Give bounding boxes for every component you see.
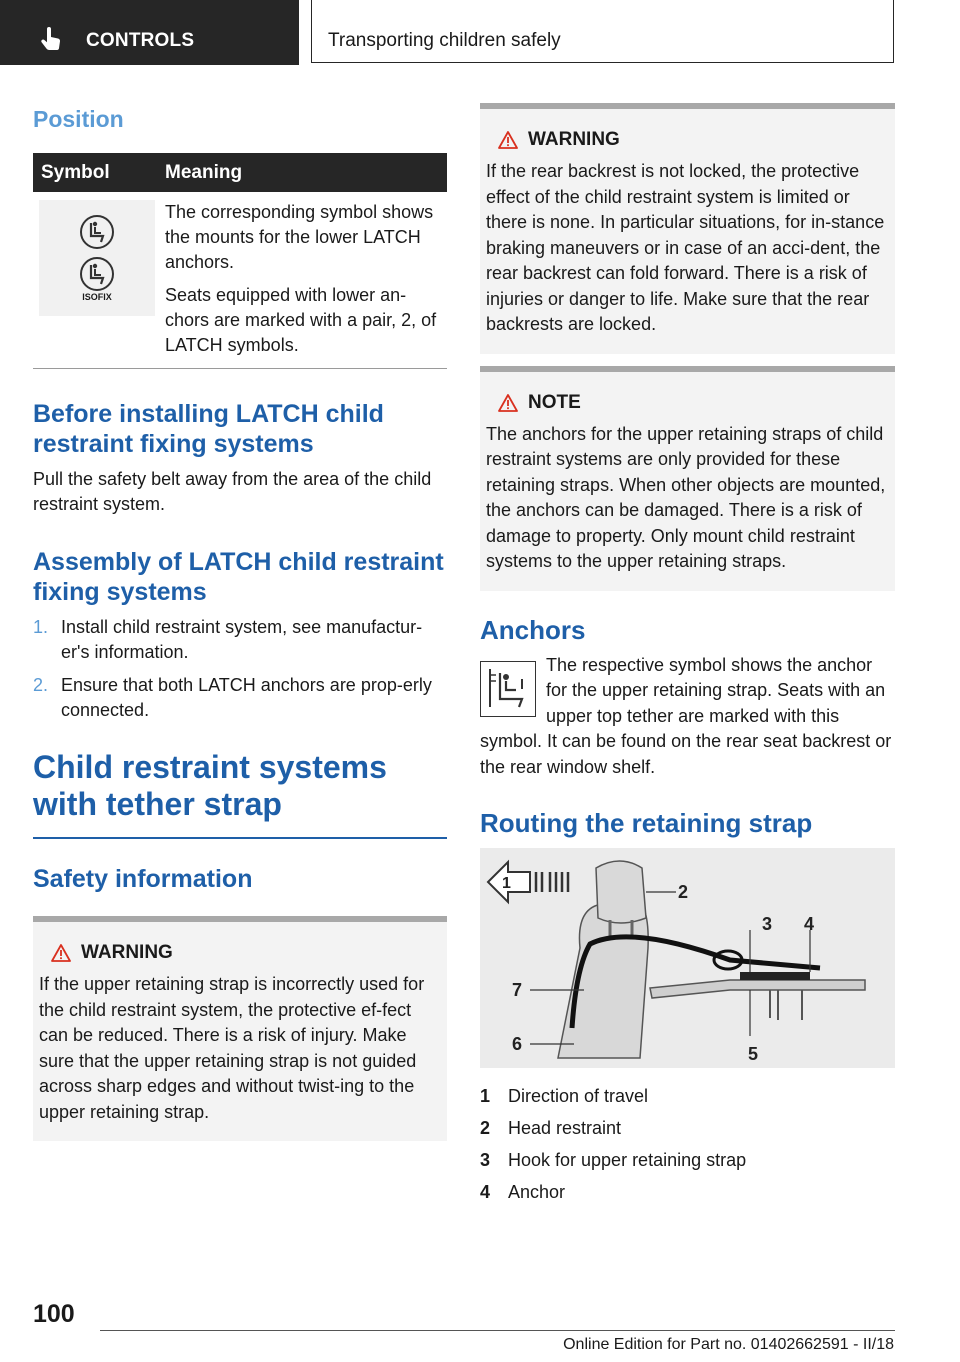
- warning-title: [51, 942, 441, 964]
- note-text: The anchors for the upper retaining straps of child restraint systems are only provided for these retaining straps. When other objects are mounted, the anchors can be damaged. There is a risk of damage to property. Only mount child restraint systems to the upper retaining straps.: [486, 423, 886, 571]
- section-label: CONTROLS: [86, 30, 195, 51]
- figure-label: 5: [748, 1044, 759, 1064]
- figure-label: 7: [512, 980, 523, 1000]
- table-header-meaning: Meaning: [161, 153, 447, 192]
- assembly-heading: Assembly of LATCH child restraint fixing systems: [33, 548, 444, 606]
- hand-pointer-icon: [38, 26, 64, 52]
- isofix-label: ISOFIX: [82, 292, 112, 302]
- left-column: [33, 100, 447, 1141]
- strap-diagram: [480, 848, 895, 1068]
- warning-triangle-icon: [51, 944, 71, 962]
- latch-symbol-image: [39, 200, 155, 316]
- list-item: [33, 615, 447, 665]
- chapter-tab: [311, 0, 894, 63]
- section-tab: [0, 0, 299, 65]
- head-restraint: [596, 861, 646, 923]
- isofix-seat-icon: [79, 256, 115, 292]
- edition-text: Online Edition for Part no. 01402662591 - II/18: [563, 1336, 894, 1353]
- symbol-table: [33, 153, 447, 369]
- anchors-text: The respective symbol shows the anchor for the upper retaining strap. Seats with an upper top tether are marked with this symbol. It can be found on the rear seat backrest or the rear window shelf.: [480, 654, 892, 777]
- warning-box: [33, 916, 447, 1141]
- step-text: Ensure that both LATCH anchors are prop-erly connected.: [61, 675, 432, 720]
- right-column: [480, 100, 895, 1208]
- warning-triangle-icon: [498, 131, 518, 149]
- warning-text: If the rear backrest is not locked, the protective effect of the child restraint system is limited or there is none. In particular situations, for in-stance braking maneuvers or in case of an acci-dent, the rear backrest can fold forward. There is a risk of injuries or danger to life. Make sure that the rear backrests are locked.: [486, 161, 885, 334]
- figure-label: 1: [502, 875, 511, 892]
- warning-label: WARNING: [528, 129, 620, 150]
- routing-heading: Routing the retaining strap: [480, 808, 813, 838]
- legend-text: Anchor: [508, 1181, 566, 1202]
- meaning-cell: [161, 192, 447, 369]
- list-item: [480, 1112, 895, 1144]
- legend-text: Direction of travel: [508, 1085, 649, 1106]
- rear-shelf: [650, 980, 865, 998]
- legend-number: 4: [480, 1181, 491, 1202]
- note-title: [498, 392, 889, 414]
- tether-anchor-icon: [480, 661, 536, 717]
- list-item: [480, 1176, 895, 1208]
- legend-number: 3: [480, 1149, 491, 1170]
- legend-text: Head restraint: [508, 1117, 622, 1138]
- warning-title: [498, 129, 889, 151]
- legend-text: Hook for upper retaining strap: [508, 1149, 747, 1170]
- legend-number: 1: [480, 1085, 491, 1106]
- list-item: [33, 673, 447, 723]
- chapter-title: Transporting children safely: [328, 30, 561, 51]
- warning-text: If the upper retaining strap is incorrectly used for the child restraint system, the protective ef-fect can be reduced. There is a risk of injury. Make sure that the upper retaining strap is not guided across sharp edges and without twist-ing to the upper retaining strap.: [39, 974, 425, 1122]
- figure-label: 6: [512, 1034, 523, 1054]
- retaining-strap-figure: [480, 848, 895, 1068]
- legend-number: 2: [480, 1117, 491, 1138]
- note-label: NOTE: [528, 391, 581, 413]
- meaning-text-1: The corresponding symbol shows the mounts for the lower LATCH anchors.: [165, 202, 434, 272]
- figure-label: 4: [804, 914, 815, 934]
- list-item: [480, 1080, 895, 1112]
- symbol-cell: [33, 192, 161, 369]
- position-heading: Position: [33, 106, 124, 132]
- latch-seat-icon: [79, 214, 115, 250]
- warning-box: [480, 103, 895, 354]
- meaning-text-2: Seats equipped with lower an-chors are marked with a pair, 2, of LATCH symbols.: [165, 285, 437, 355]
- before-installing-text: Pull the safety belt away from the area of the child restraint system.: [33, 469, 432, 514]
- page-number: 100: [33, 1300, 75, 1328]
- table-header-symbol: Symbol: [33, 153, 161, 192]
- heading-divider: [33, 837, 447, 839]
- tether-heading: Child restraint systems with tether strap: [33, 749, 387, 822]
- figure-label: 2: [678, 882, 689, 902]
- table-row: [33, 192, 447, 369]
- assembly-steps: [33, 615, 447, 723]
- safety-heading: Safety information: [33, 865, 253, 893]
- footer-divider: [100, 1330, 895, 1331]
- step-number: 1.: [33, 617, 49, 637]
- figure-legend: [480, 1080, 895, 1208]
- before-installing-heading: Before installing LATCH child restraint fixing systems: [33, 400, 384, 458]
- warning-label: WARNING: [81, 942, 173, 963]
- anchors-heading: Anchors: [480, 614, 586, 645]
- step-text: Install child restraint system, see manufactur-er's information.: [61, 617, 423, 662]
- anchors-section: [480, 653, 895, 781]
- figure-label: 3: [762, 914, 773, 934]
- list-item: [480, 1144, 895, 1176]
- step-number: 2.: [33, 675, 49, 695]
- note-triangle-icon: [498, 394, 518, 412]
- note-box: [480, 366, 895, 591]
